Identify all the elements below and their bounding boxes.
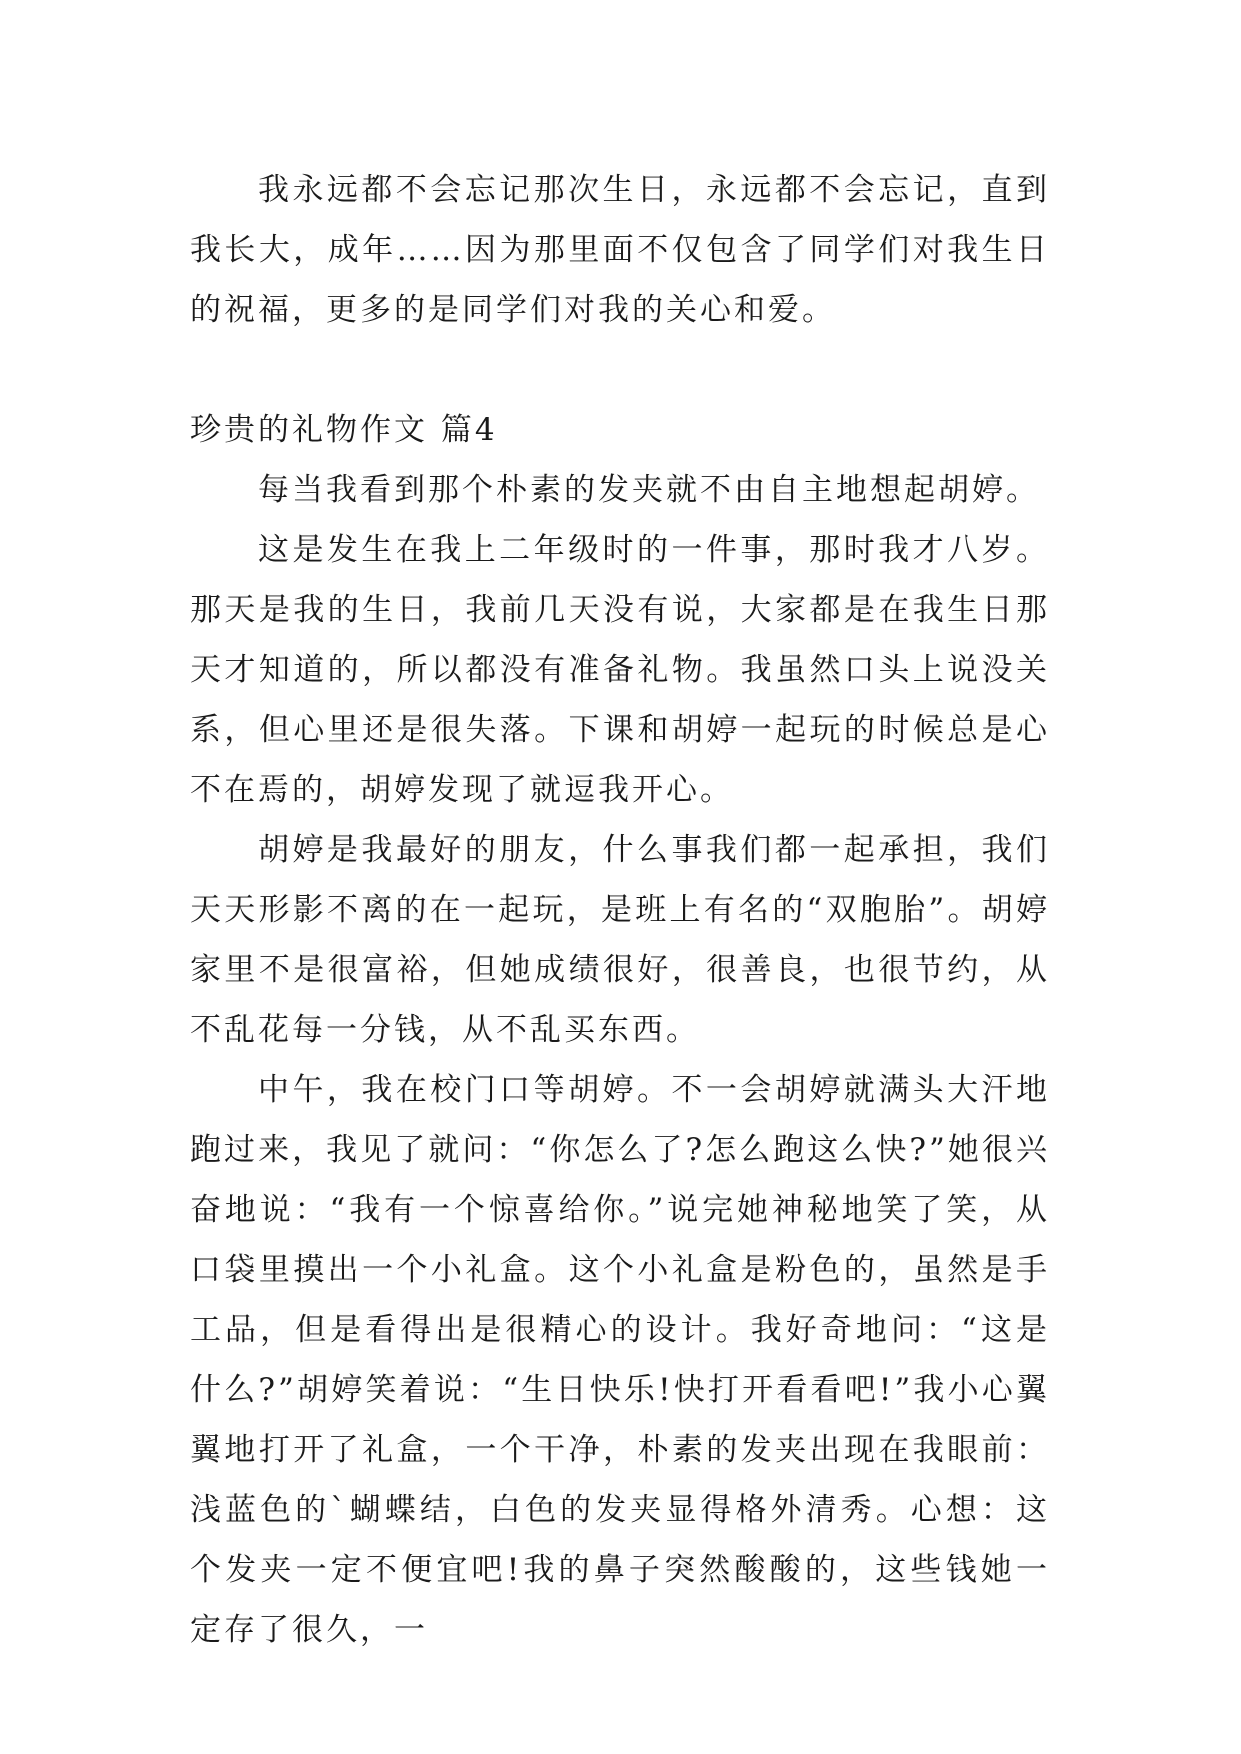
paragraph: 中午，我在校门口等胡婷。不一会胡婷就满头大汗地跑过来，我见了就问：“你怎么了?怎么跑这么快?”她很兴奋地说：“我有一个惊喜给你。”说完她神秘地笑了笑，从口袋里摸出一个小礼盒。这个小礼盒是粉色的，虽然是手工品，但是看得出是很精心的设计。我好奇地问：“这是什么?”胡婷笑着说：“生日快乐!快打开看看吧!”我小心翼翼地打开了礼盒，一个干净，朴素的发夹出现在我眼前：浅蓝色的`蝴蝶结，白色的发夹显得格外清秀。心想：这个发夹一定不便宜吧!我的鼻子突然酸酸的，这些钱她一定存了很久，一 [190,1072,1050,1648]
section-spacer [190,340,1050,400]
paragraph: 这是发生在我上二年级时的一件事，那时我才八岁。那天是我的生日，我前几天没有说，大家都是在我生日那天才知道的，所以都没有准备礼物。我虽然口头上说没关系，但心里还是很失落。下课和胡婷一起玩的时候总是心不在焉的，胡婷发现了就逗我开心。 [190,532,1050,808]
section-heading: 珍贵的礼物作文 篇4 [190,412,498,448]
paragraph: 每当我看到那个朴素的发夹就不由自主地想起胡婷。 [258,472,1040,508]
document-body [190,160,1050,1660]
paragraph: 胡婷是我最好的朋友，什么事我们都一起承担，我们天天形影不离的在一起玩，是班上有名的“双胞胎”。胡婷家里不是很富裕，但她成绩很好，很善良，也很节约，从不乱花每一分钱，从不乱买东西。 [190,832,1050,1048]
intro-paragraph: 我永远都不会忘记那次生日，永远都不会忘记，直到我长大，成年……因为那里面不仅包含了同学们对我生日的祝福，更多的是同学们对我的关心和爱。 [190,172,1050,328]
